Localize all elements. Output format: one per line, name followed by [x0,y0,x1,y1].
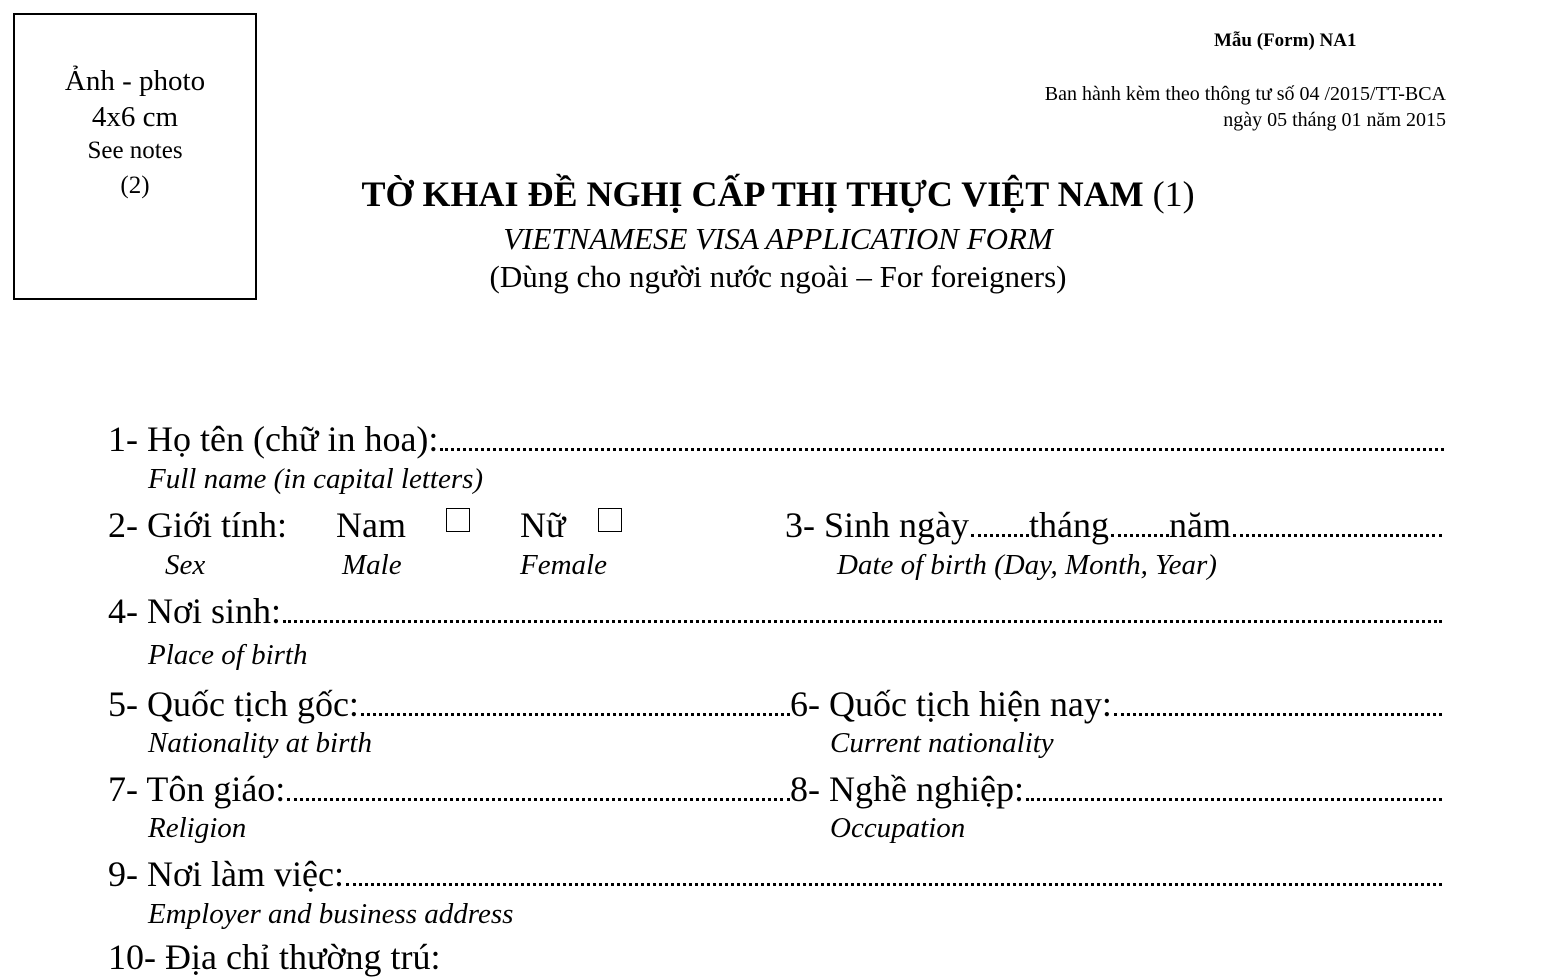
religion-sublabel: Religion [148,812,247,844]
nationality-birth-input-line[interactable] [359,683,790,725]
field-date-of-birth [785,504,1442,546]
occupation-sublabel: Occupation [830,812,966,844]
nationality-birth-label: 5- Quốc tịch gốc: [108,684,359,724]
issued-date: ngày 05 tháng 01 năm 2015 [1223,109,1446,131]
title-subtitle: (Dùng cho người nước ngoài – For foreigners) [489,259,1067,294]
title-note-ref: (1) [1152,174,1195,214]
female-sublabel: Female [520,549,607,581]
employer-input-line[interactable] [344,853,1442,895]
female-option [520,504,566,546]
current-nationality-input-line[interactable] [1112,683,1442,725]
field-occupation [790,768,1442,810]
employer-sublabel: Employer and business address [148,898,514,930]
sex-label: 2- Giới tính: [108,505,288,545]
title-vietnamese [0,173,1556,215]
field-permanent-address [108,936,441,978]
current-nationality-sublabel: Current nationality [830,727,1054,759]
dob-day-label: 3- Sinh ngày [785,505,969,545]
male-label: Nam [336,505,406,545]
occupation-label: 8- Nghề nghiệp: [790,769,1024,809]
dob-month-input[interactable] [1109,504,1169,546]
employer-label: 9- Nơi làm việc: [108,854,344,894]
photo-note-ref: (2) [120,172,150,199]
issued-by: Ban hành kèm theo thông tư số 04 /2015/TT-BCA [1044,83,1446,105]
dob-year-label: năm [1168,505,1231,545]
nationality-birth-sublabel: Nationality at birth [148,727,372,759]
male-sublabel: Male [342,549,402,581]
permanent-address-label: 10- Địa chỉ thường trú: [108,937,441,977]
field-current-nationality [790,683,1442,725]
field-employer [108,853,1442,895]
place-of-birth-sublabel: Place of birth [148,639,308,671]
field-nationality-birth [108,683,790,725]
full-name-input-line[interactable] [438,418,1444,460]
sex-sublabel: Sex [165,549,206,581]
photo-label: Ảnh - photo [64,65,206,97]
photo-size: 4x6 cm [91,101,179,133]
dob-sublabel: Date of birth (Day, Month, Year) [837,549,1217,581]
male-checkbox[interactable] [446,508,470,532]
field-religion [108,768,790,810]
current-nationality-label: 6- Quốc tịch hiện nay: [790,684,1112,724]
place-of-birth-input-line[interactable] [281,590,1442,632]
field-full-name [108,418,1444,460]
photo-notes: See notes [87,137,183,164]
occupation-input-line[interactable] [1024,768,1442,810]
title-vietnamese-text: TỜ KHAI ĐỀ NGHỊ CẤP THỊ THỰC VIỆT NAM [361,174,1144,214]
dob-day-input[interactable] [969,504,1029,546]
religion-label: 7- Tôn giáo: [108,769,286,809]
female-checkbox[interactable] [598,508,622,532]
place-of-birth-label: 4- Nơi sinh: [108,591,282,631]
form-code: Mẫu (Form) NA1 [1214,30,1357,51]
field-place-of-birth [108,590,1442,632]
field-sex [108,504,287,546]
title-english: VIETNAMESE VISA APPLICATION FORM [503,221,1053,256]
full-name-label: 1- Họ tên (chữ in hoa): [108,419,439,459]
male-option [336,504,406,546]
full-name-sublabel: Full name (in capital letters) [148,463,484,495]
dob-year-input[interactable] [1231,504,1442,546]
dob-month-label: tháng [1029,505,1109,545]
female-label: Nữ [520,505,566,545]
religion-input-line[interactable] [285,768,790,810]
